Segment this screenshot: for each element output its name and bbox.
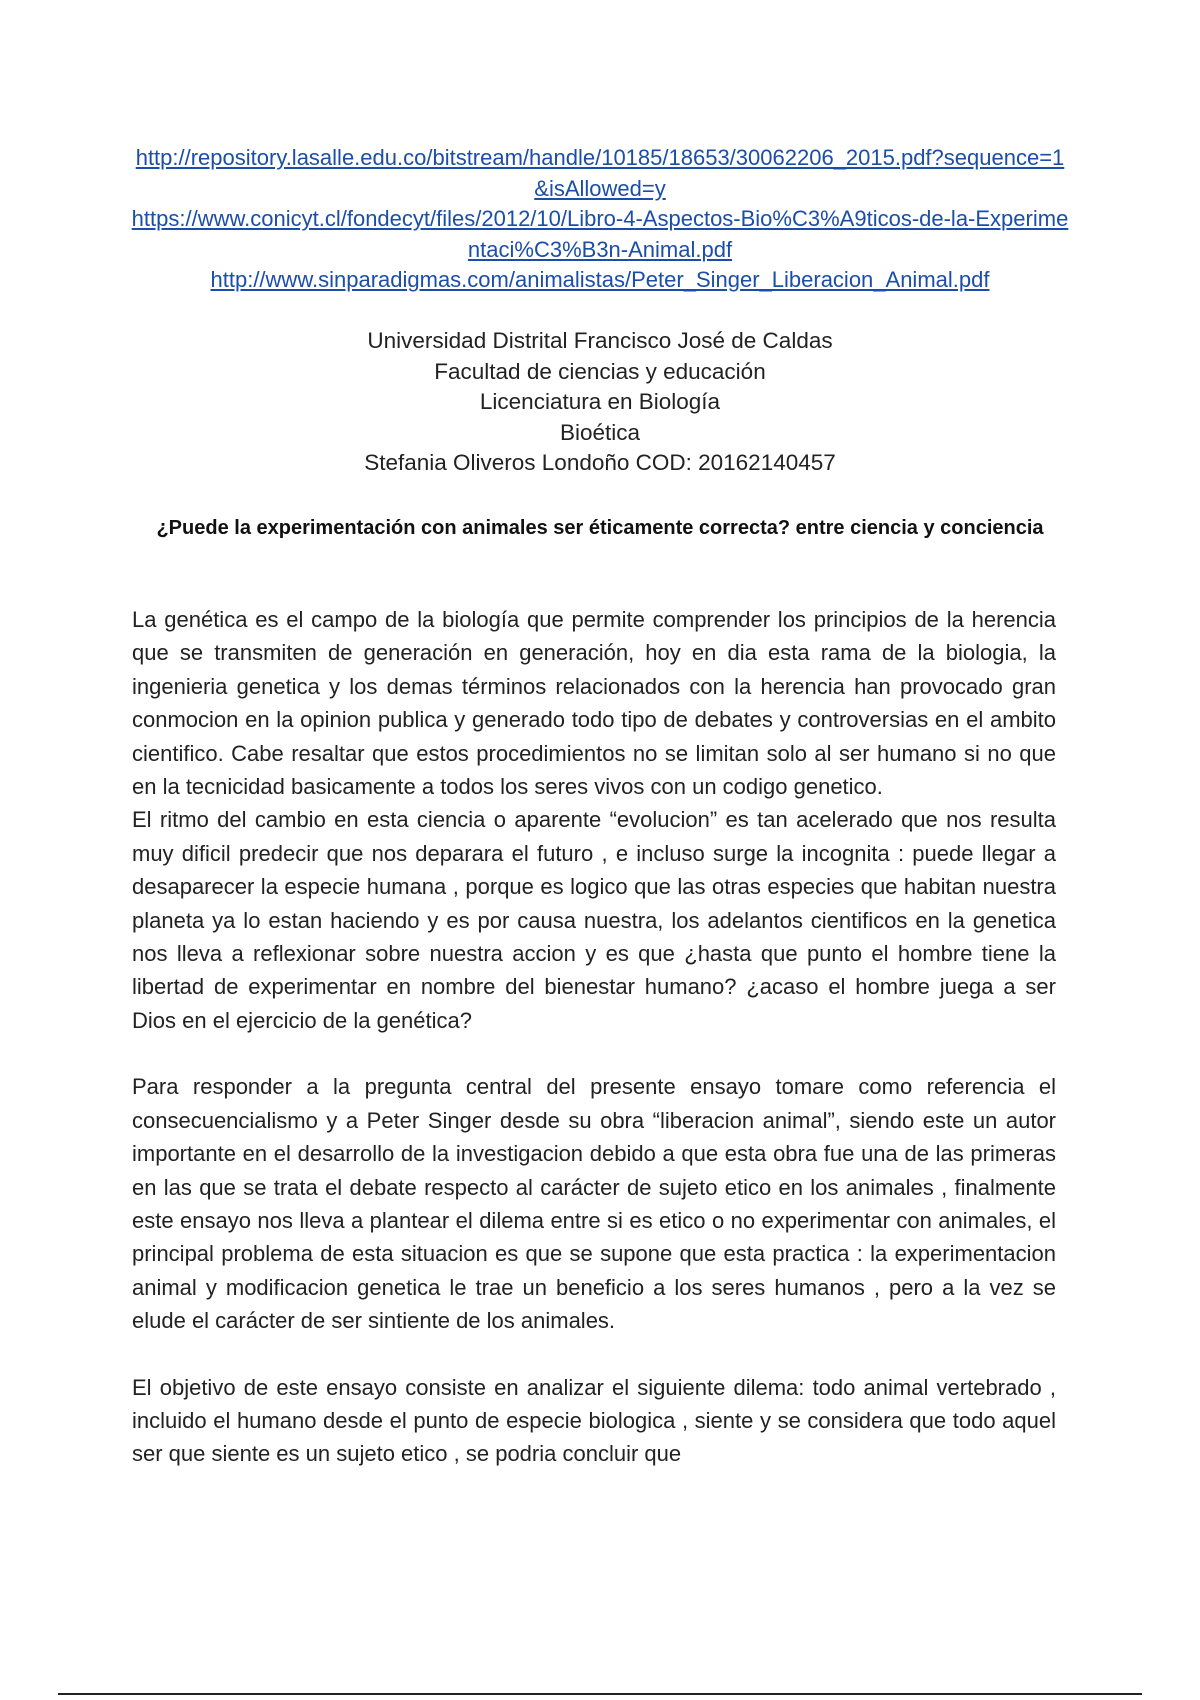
page-bottom-divider	[58, 1693, 1142, 1695]
paragraph: Para responder a la pregunta central del presente ensayo tomare como referencia el consecuencialismo y a Peter Singer desde su obra “liberacion animal”, siendo este un autor importante en el desarrollo de la investigacion debido a que esta obra fue una de las primeras en las que se trata el debate respecto al carácter de sujeto etico en los animales , finalmente este ensayo nos lleva a plantear el dilema entre si es etico o no experimentar con animales, el principal problema de esta situacion es que se supone que esta practica : la experimentacion animal y modificacion genetica le trae un beneficio a los seres humanos , pero a la vez se elude el carácter de ser sintiente de los animales.	[132, 1074, 1056, 1334]
author-line: Stefania Oliveros Londoño COD: 20162140457	[364, 450, 836, 475]
faculty-name: Facultad de ciencias y educación	[434, 358, 766, 384]
paragraph: La genética es el campo de la biología que permite comprender los principios de la herencia que se transmiten de generación en generación, hoy en dia esta rama de la biologia, la ingenieria genetica y los demas términos relacionados con la herencia han provocado gran conmocion en la opinion publica y generado todo tipo de debates y controversias en el ambito cientifico. Cabe resaltar que estos procedimientos no se limitan solo al ser humano si no que en la tecnicidad basicamente a todos los seres vivos con un codigo genetico.	[132, 607, 1056, 800]
reference-link-sinparadigmas[interactable]: http://www.sinparadigmas.com/animalistas/Peter_Singer_Liberacion_Animal.pdf	[210, 267, 990, 292]
reference-link-conicyt[interactable]: https://www.conicyt.cl/fondecyt/files/2012/10/Libro-4-Aspectos-Bio%C3%A9ticos-de-la-Experimentaci%C3%B3n-Animal.pdf	[131, 206, 1069, 262]
document-header	[130, 326, 1070, 479]
reference-link-lasalle[interactable]: http://repository.lasalle.edu.co/bitstream/handle/10185/18653/30062206_2015.pdf?sequence=1&isAllowed=y	[135, 145, 1065, 201]
paragraph: El ritmo del cambio en esta ciencia o aparente “evolucion” es tan acelerado que nos resulta muy dificil predecir que nos deparara el futuro , e incluso surge la incognita : puede llegar a desaparecer la especie humana , porque es logico que las otras especies que habitan nuestra planeta ya lo estan haciendo y es por causa nuestra, los adelantos cientificos en la genetica nos lleva a reflexionar sobre nuestra accion y es que ¿hasta que punto el hombre tiene la libertad de experimentar en nombre del bienestar humano? ¿acaso el hombre juega a ser Dios en el ejercicio de la genética?	[132, 807, 1056, 1033]
course-name: Bioética	[559, 419, 641, 445]
program-name: Licenciatura en Biología	[479, 389, 721, 414]
reference-links	[130, 143, 1070, 296]
paragraph: El objetivo de este ensayo consiste en analizar el siguiente dilema: todo animal vertebrado , incluido el humano desde el punto de especie biologica , siente y se considera que todo aquel ser que siente es un sujeto etico , se podria concluir que	[132, 1374, 1056, 1467]
essay-body	[132, 603, 1056, 1471]
essay-title: ¿Puede la experimentación con animales ser éticamente correcta? entre ciencia y conciencia	[156, 517, 1044, 539]
university-name: Universidad Distrital Francisco José de Caldas	[367, 328, 833, 353]
